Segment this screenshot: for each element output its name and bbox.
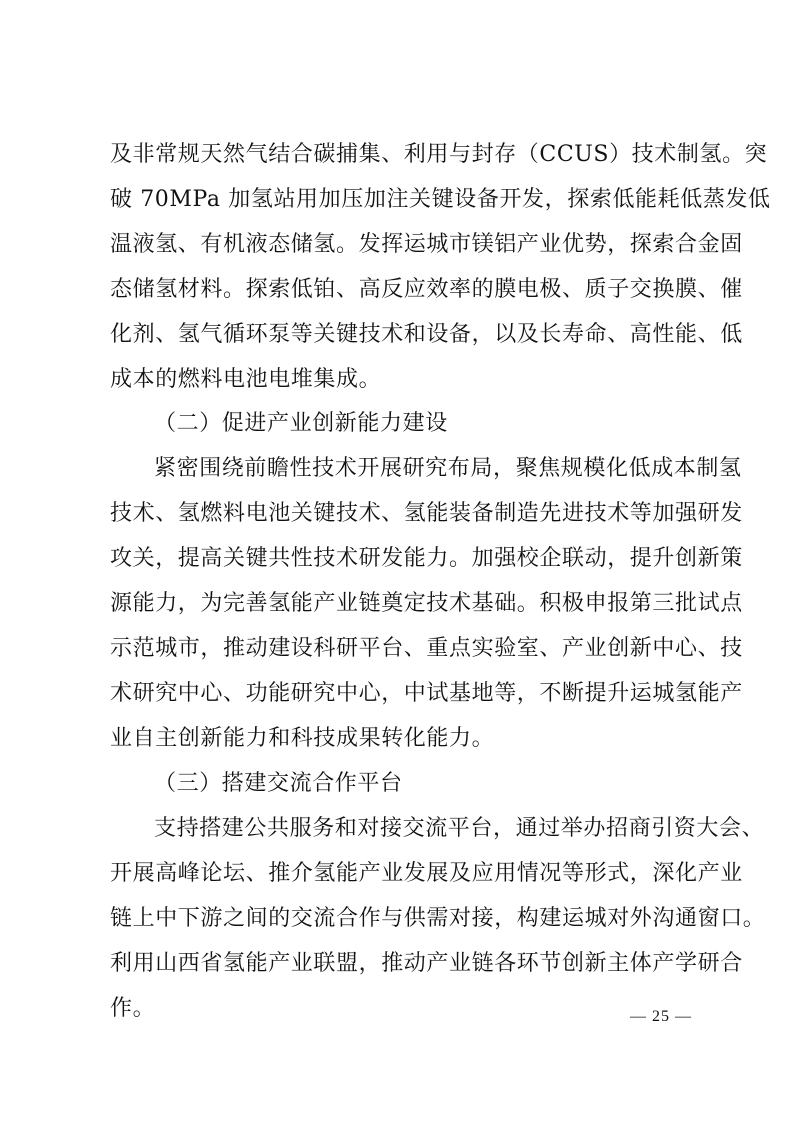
section-heading: （二）促进产业创新能力建设 xyxy=(154,411,448,436)
body-text-line: 开展高峰论坛、推介氢能产业发展及应用情况等形式，深化产业 xyxy=(110,861,743,886)
body-text-line: 示范城市，推动建设科研平台、重点实验室、产业创新中心、技 xyxy=(110,636,743,661)
body-text-line: 成本的燃料电池电堆集成。 xyxy=(110,367,382,392)
body-text-line: 技术、氢燃料电池关键技术、氢能装备制造先进技术等加强研发 xyxy=(110,501,743,526)
page-number: — 25 — xyxy=(630,1008,692,1025)
body-text-line: 作。 xyxy=(110,996,156,1021)
paragraph-first-line: 紧密围绕前瞻性技术开展研究布局，聚焦规模化低成本制氢 xyxy=(154,456,742,481)
body-text-line: 态储氢材料。探索低铂、高反应效率的膜电极、质子交换膜、催 xyxy=(110,277,743,302)
body-text-line: 化剂、氢气循环泵等关键技术和设备，以及长寿命、高性能、低 xyxy=(110,322,743,347)
paragraph-first-line: 支持搭建公共服务和对接交流平台，通过举办招商引资大会、 xyxy=(154,816,765,841)
body-text-line: 温液氢、有机液态储氢。发挥运城市镁铝产业优势，探索合金固 xyxy=(110,232,743,257)
body-text-line: 及非常规天然气结合碳捕集、利用与封存（CCUS）技术制氢。突 xyxy=(110,142,768,167)
body-text-line: 源能力，为完善氢能产业链奠定技术基础。积极申报第三批试点 xyxy=(110,591,743,616)
body-text-line: 术研究中心、功能研究中心，中试基地等，不断提升运城氢能产 xyxy=(110,681,743,706)
body-text-line: 链上中下游之间的交流合作与供需对接，构建运城对外沟通窗口。 xyxy=(110,906,766,931)
body-text-line: 攻关，提高关键共性技术研发能力。加强校企联动，提升创新策 xyxy=(110,546,743,571)
body-text-line: 利用山西省氢能产业联盟，推动产业链各环节创新主体产学研合 xyxy=(110,951,743,976)
section-heading: （三）搭建交流合作平台 xyxy=(154,771,403,796)
body-text-line: 破 70MPa 加氢站用加压加注关键设备开发，探索低能耗低蒸发低 xyxy=(110,187,771,212)
body-text-line: 业自主创新能力和科技成果转化能力。 xyxy=(110,726,495,751)
